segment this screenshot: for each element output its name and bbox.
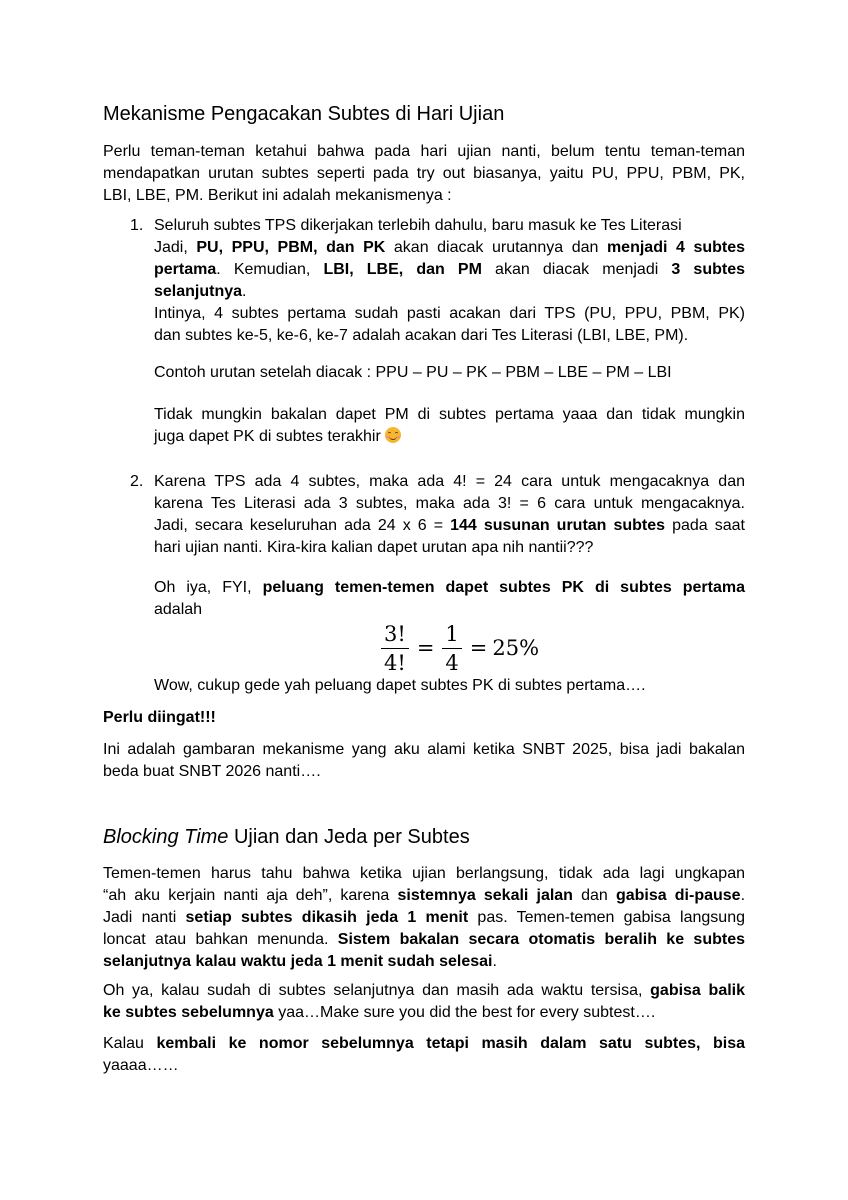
same-subtest-paragraph: Kalau kembali ke nomor sebelumnya tetapi masih dalam satu subtes, bisa yaaaa…… [103, 1035, 746, 1074]
item1-note: Tidak mungkin bakalan dapet PM di subtes pertama yaaa dan tidak mungkin juga dapet PK di subtes terakhir [154, 406, 745, 445]
probability-formula: $\frac{3!}{4!}$ = $\frac{1}{4}$ = 25% [378, 618, 539, 678]
item2-line: hari ujian nanti. Kira-kira kalian dapet urutan apa nih nantii??? [154, 539, 594, 556]
reminder-paragraph: Ini adalah gambaran mekanisme yang aku alami ketika SNBT 2025, bisa jadi bakalan beda buat SNBT 2026 nanti…. [103, 741, 745, 780]
item1-line: Intinya, 4 subtes pertama sudah pasti acakan dari TPS (PU, PPU, PBM, PK) [154, 305, 745, 322]
item1-line: Jadi, PU, PPU, PBM, dan PK akan diacak urutannya dan menjadi 4 subtes [154, 239, 746, 256]
intro-line: LBI, LBE, PM. Berikut ini adalah mekanismenya : [103, 187, 452, 204]
fyi-paragraph: Oh iya, FYI, peluang temen-temen dapet subtes PK di subtes pertama adalah [154, 579, 745, 618]
section-title: Blocking Time Ujian dan Jeda per Subtes [103, 826, 470, 848]
smiling-face-emoji-icon [385, 427, 401, 443]
item2-closing: Wow, cukup gede yah peluang dapet subtes PK di subtes pertama…. [154, 677, 646, 694]
item2-line: Jadi, secara keseluruhan ada 24 x 6 = 144 susunan urutan subtes pada saat [154, 517, 745, 534]
section-title: Mekanisme Pengacakan Subtes di Hari Ujian [103, 103, 505, 125]
list-number: 1. [130, 217, 144, 234]
fraction: $\frac{1}{4}$ [442, 622, 461, 675]
fraction: $\frac{3!}{4!}$ [381, 622, 409, 675]
blocking-time-paragraph: Temen-temen harus tahu bahwa ketika ujian berlangsung, tidak ada lagi ungkapan “ah aku kerjain nanti aja deh”, karena sistemnya sekali jalan dan gabisa di-pause. Jadi nanti setiap subtes dikasih jeda 1 menit pas. Temen-temen gabisa langsung loncat atau bahkan menunda. Sistem bakalan secara otomatis beralih ke subtes selanjutnya kalau waktu jeda 1 menit sudah selesai. [103, 865, 746, 970]
item1-line: selanjutnya. [154, 283, 247, 300]
formula-result: 25% [492, 636, 540, 660]
item2-line: karena Tes Literasi ada 3 subtes, maka ada 3! = 6 cara untuk mengacaknya. [154, 495, 745, 512]
intro-paragraph [103, 141, 745, 207]
item2-line: Karena TPS ada 4 subtes, maka ada 4! = 24 cara untuk mengacaknya dan [154, 473, 745, 490]
item1-line: pertama. Kemudian, LBI, LBE, dan PM akan diacak menjadi 3 subtes [154, 261, 745, 278]
list-item-1 [154, 215, 745, 347]
list-item-2 [154, 471, 745, 559]
item1-line: Seluruh subtes TPS dikerjakan terlebih dahulu, baru masuk ke Tes Literasi [154, 217, 682, 234]
list-number: 2. [130, 473, 144, 490]
reminder-heading: Perlu diingat!!! [103, 709, 216, 726]
no-going-back-paragraph: Oh ya, kalau sudah di subtes selanjutnya dan masih ada waktu tersisa, gabisa balik ke subtes sebelumnya yaa…Make sure you did the best for every subtest…. [103, 982, 746, 1021]
intro-line: Perlu teman-teman ketahui bahwa pada hari ujian nanti, belum tentu teman-teman [103, 143, 745, 160]
item1-line: dan subtes ke-5, ke-6, ke-7 adalah acakan dari Tes Literasi (LBI, LBE, PM). [154, 327, 689, 344]
example-order: Contoh urutan setelah diacak : PPU – PU – PK – PBM – LBE – PM – LBI [154, 364, 672, 381]
intro-line: mendapatkan urutan subtes seperti pada try out biasanya, yaitu PU, PPU, PBM, PK, [103, 165, 745, 182]
